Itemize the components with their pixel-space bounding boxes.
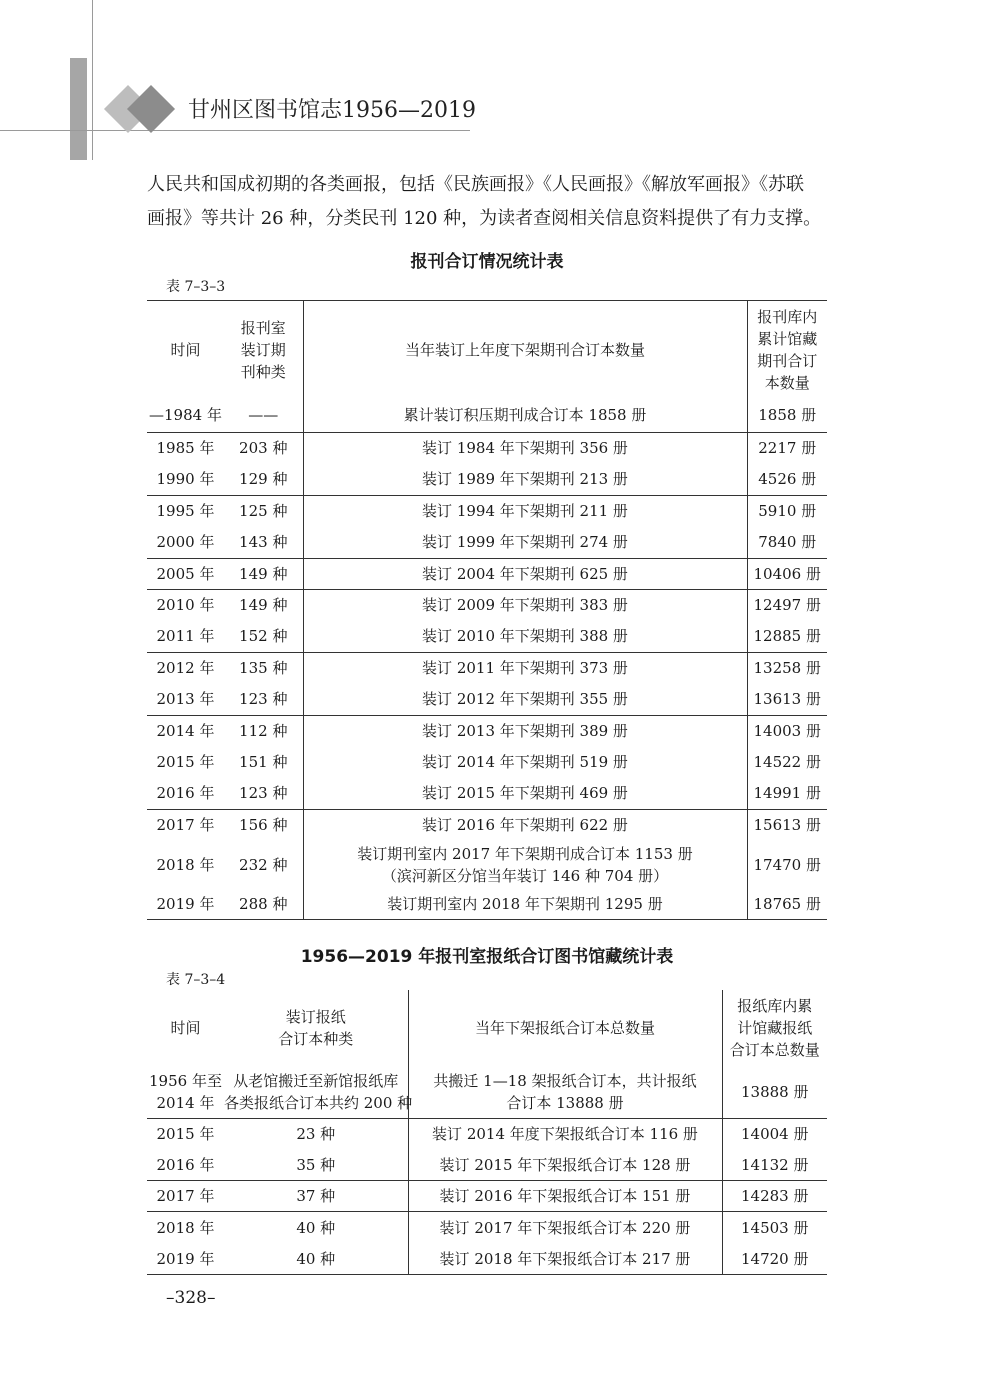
paragraph-line: 画报》等共计 26 种，分类民刊 120 种，为读者查阅相关信息资料提供了有力支撑。 [147,208,822,229]
table-row: 2016 年 35 种 装订 2015 年下架报纸合订本 128 册 14132 册 [147,1149,827,1180]
table-row: 1995 年 125 种 装订 1994 年下架期刊 211 册 5910 册 [147,495,827,526]
table2-caption: 1956—2019 年报刊室报纸合订图书馆藏统计表 [300,947,674,967]
table-row: 2000 年 143 种 装订 1999 年下架期刊 274 册 7840 册 [147,527,827,558]
table-row: 2013 年 123 种 装订 2012 年下架期刊 355 册 13613 册 [147,684,827,715]
header-bound-count: 当年装订上年度下架期刊合订本数量 [303,301,747,399]
header-total: 报刊库内 累计馆藏 期刊合订 本数量 [747,301,827,399]
table-row: 2017 年 156 种 装订 2016 年下架期刊 622 册 15613 册 [147,809,827,840]
table-row: 2016 年 123 种 装订 2015 年下架期刊 469 册 14991 册 [147,778,827,809]
table1-caption: 报刊合订情况统计表 [410,252,564,272]
multiline-cell: 装订期刊室内 2017 年下架期刊成合订本 1153 册 （滨河新区分馆当年装订 146 种 704 册） [303,841,747,889]
table-row: 2010 年 149 种 装订 2009 年下架期刊 383 册 12497 册 [147,589,827,620]
table-row: 2005 年 149 种 装订 2004 年下架期刊 625 册 10406 册 [147,558,827,589]
newspaper-binding-table [147,990,827,1275]
page-number: –328– [166,1288,216,1308]
table-row: 2017 年 37 种 装订 2016 年下架报纸合订本 151 册 14283 册 [147,1181,827,1212]
header-kinds: 报刊室 装订期 刊种类 [224,301,303,399]
table-row: —1984 年 —— 累计装订积压期刊成合订本 1858 册 1858 册 [147,399,827,433]
header-horizontal-rule [0,130,470,131]
table-header-row [147,301,827,399]
header-time: 时间 [147,301,224,399]
table-row: 2019 年 288 种 装订期刊室内 2018 年下架期刊 1295 册 18765 册 [147,889,827,920]
running-header-title: 甘州区图书馆志1956—2019 [188,98,476,123]
table-row: 1990 年 129 种 装订 1989 年下架期刊 213 册 4526 册 [147,464,827,495]
header-bound-count: 当年下架报纸合订本总数量 [408,990,722,1066]
table-row: 2015 年 151 种 装订 2014 年下架期刊 519 册 14522 册 [147,746,827,777]
table-row: 2018 年 40 种 装订 2017 年下架报纸合订本 220 册 14503 册 [147,1212,827,1243]
header-total: 报纸库内累 计馆藏报纸 合订本总数量 [729,997,820,1059]
header-vertical-rule [92,0,93,160]
table-row: 2011 年 152 种 装订 2010 年下架期刊 388 册 12885 册 [147,621,827,652]
table-row: 2015 年 23 种 装订 2014 年度下架报纸合订本 116 册 14004 册 [147,1118,827,1149]
table-header-row [147,990,827,1066]
paragraph-line: 人民共和国成初期的各类画报，包括《民族画报》《人民画报》《解放军画报》《苏联 [147,174,804,195]
table-row: 2019 年 40 种 装订 2018 年下架报纸合订本 217 册 14720 册 [147,1243,827,1274]
header-time: 时间 [170,1019,201,1037]
header-kinds: 装订报纸 合订本种类 [224,990,408,1066]
journal-binding-table [147,300,827,920]
body-paragraph [147,168,837,236]
table-row: 1985 年 203 种 装订 1984 年下架期刊 356 册 2217 册 [147,433,827,464]
table-row: 2018 年 232 种 装订期刊室内 2017 年下架期刊成合订本 1153 册 （滨河新区分馆当年装订 146 种 704 册） 17470 册 [147,841,827,889]
table-row: 2014 年 112 种 装订 2013 年下架期刊 389 册 14003 册 [147,715,827,746]
table1-number: 表 7–3–3 [166,279,226,295]
header-gray-bar [70,58,87,160]
table-row: 1956 年至 2014 年 从老馆搬迁至新馆报纸库 各类报纸合订本共约 200 种 共搬迁 1—18 架报纸合订本，共计报纸 合订本 13888 册 13888 册 [147,1066,827,1118]
table2-number: 表 7–3–4 [166,972,226,988]
table-row: 2012 年 135 种 装订 2011 年下架期刊 373 册 13258 册 [147,652,827,683]
